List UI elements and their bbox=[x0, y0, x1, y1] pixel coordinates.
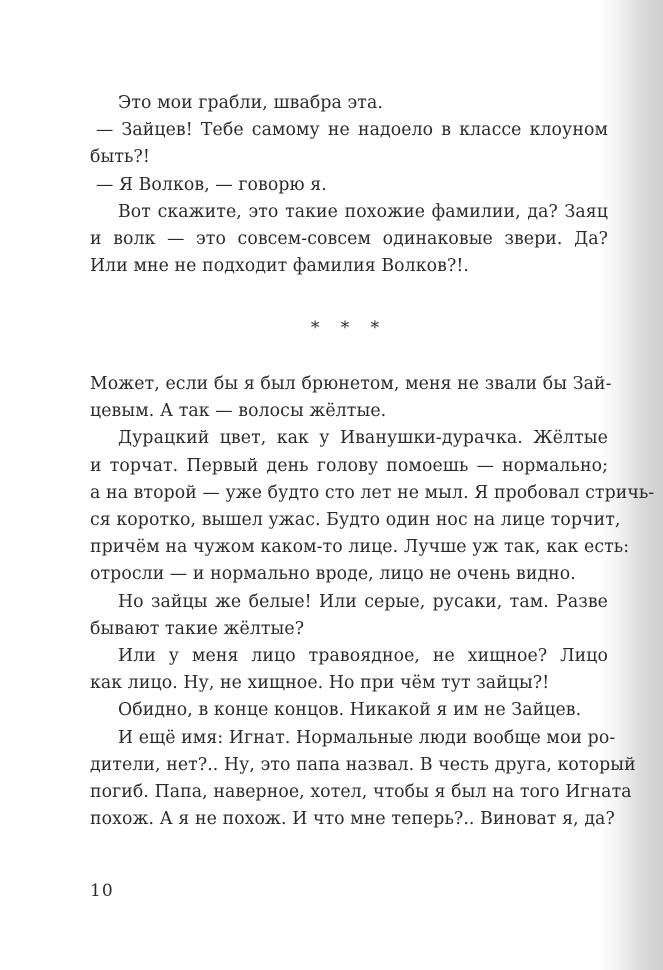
text-line: бывают такие жёлтые? bbox=[90, 618, 305, 639]
section-separator: * * * bbox=[310, 318, 388, 338]
paragraph bbox=[90, 117, 608, 171]
text-line: быть?! bbox=[90, 147, 150, 168]
paragraph bbox=[90, 643, 608, 697]
paragraph bbox=[90, 725, 636, 834]
text-line: Или у меня лицо травоядное, не хищное? Лицо bbox=[118, 646, 608, 667]
text-line: Это мои грабли, швабра эта. bbox=[118, 93, 383, 113]
paragraph bbox=[90, 199, 608, 281]
text-section-1 bbox=[90, 90, 608, 280]
text-line: Или мне не подходит фамилия Волков?!. bbox=[90, 256, 470, 277]
text-line: Но зайцы же белые! Или серые, русаки, там. Разве bbox=[118, 591, 608, 612]
text-line: причём на чужом каком-то лице. Лучше уж так, как есть: bbox=[90, 537, 630, 558]
text-line: дители, нет?.. Ну, это папа назвал. В честь друга, который bbox=[90, 754, 636, 775]
paragraph bbox=[90, 172, 608, 199]
text-line: И ещё имя: Игнат. Нормальные люди вообще мои ро- bbox=[118, 727, 616, 748]
text-section-2 bbox=[90, 371, 655, 833]
text-line: как лицо. Ну, не хищное. Но при чём тут зайцы?! bbox=[90, 673, 550, 694]
text-line: цевым. А так — волосы жёлтые. bbox=[90, 401, 387, 422]
paragraph bbox=[90, 589, 608, 643]
text-line: погиб. Папа, наверное, хотел, чтобы я был на того Игната bbox=[90, 782, 632, 803]
text-line: ся коротко, вышел ужас. Будто один нос на лице торчит, bbox=[90, 510, 621, 531]
paragraph bbox=[90, 90, 608, 117]
page-number: 10 bbox=[90, 881, 114, 901]
paragraph bbox=[90, 371, 612, 425]
text-line: отросли — и нормально вроде, лицо не очень видно. bbox=[90, 564, 576, 585]
text-line: Вот скажите, это такие похожие фамилии, да? Заяц bbox=[118, 201, 608, 222]
paragraph bbox=[90, 425, 655, 588]
text-line: — Зайцев! Тебе самому не надоело в классе клоуном bbox=[96, 120, 608, 141]
text-line: — Я Волков, — говорю я. bbox=[96, 174, 327, 195]
text-line: и волк — это совсем-совсем одинаковые звери. Да? bbox=[90, 229, 608, 250]
text-line: Дурацкий цвет, как у Иванушки-дурачка. Жёлтые bbox=[118, 428, 608, 449]
text-line: а на второй — уже будто сто лет не мыл. Я пробовал стричь- bbox=[90, 482, 655, 503]
text-line: похож. А я не похож. И что мне теперь?.. Виноват я, да? bbox=[90, 809, 615, 830]
text-line: Обидно, в конце концов. Никакой я им не Зайцев. bbox=[118, 700, 582, 721]
text-line: Может, если бы я был брюнетом, меня не звали бы Зай- bbox=[90, 374, 612, 394]
text-line: и торчат. Первый день голову помоешь — нормально; bbox=[90, 455, 608, 476]
paragraph bbox=[90, 697, 608, 724]
